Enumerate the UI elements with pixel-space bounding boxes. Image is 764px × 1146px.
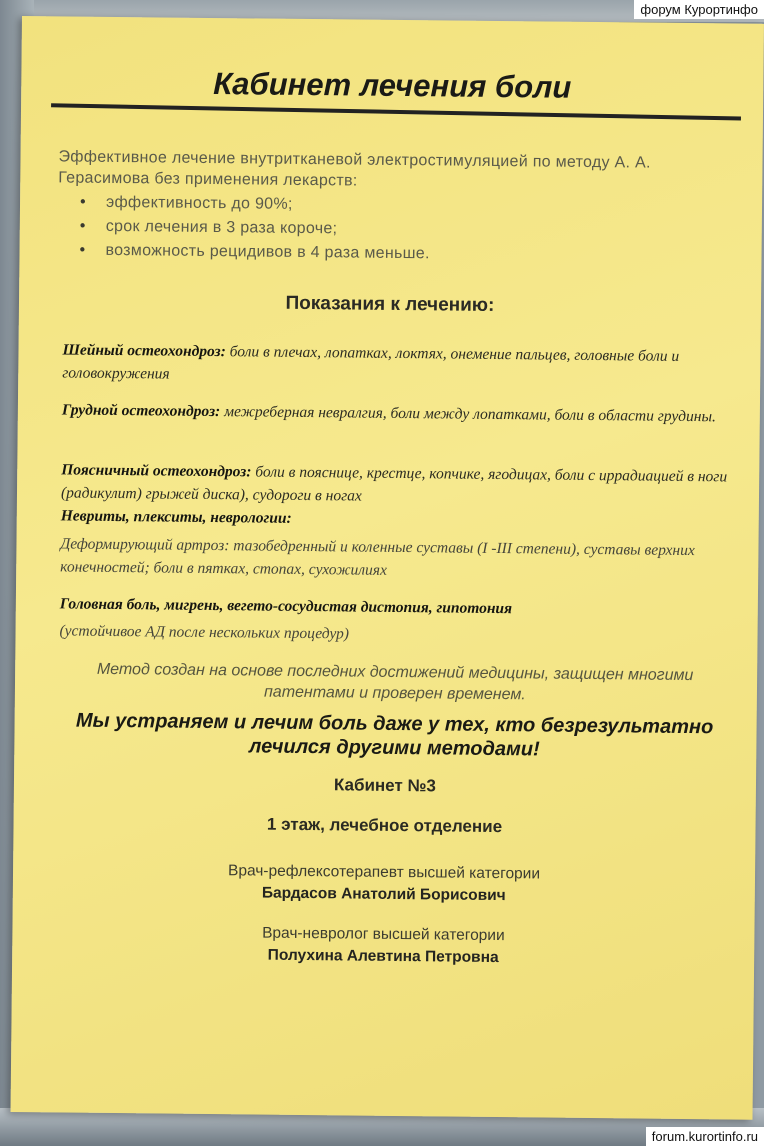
indication-arthrosis (60, 532, 740, 585)
intro-block (57, 146, 738, 269)
indication-headache-note (59, 619, 739, 649)
poster-sheet (11, 16, 764, 1120)
indication-text: Деформирующий артроз: тазобедренный и коленные суставы (I -III степени), суставы верхних конечностей; боли в пятках, стопах, сухожилиях (60, 535, 695, 579)
indication-text: боли в пояснице, крестце, копчике, ягодицах, боли с иррадиацией в ноги (радикулит) грыжей диска), судороги в ногах (60, 463, 728, 505)
indication-term: Грудной остеохондроз: (61, 401, 221, 421)
indication-lumbar (61, 458, 741, 511)
indication-thoracic (62, 398, 742, 428)
slogan: Мы устраняем и лечим боль даже у тех, кто безрезультатно лечился другими методами! (75, 709, 714, 761)
doctor-neurologist (12, 920, 754, 972)
indication-term: Головная боль, мигрень, вегето-сосудистая дистопия, гипотония (59, 595, 513, 618)
floor-location: 1 этаж, лечебное отделение (266, 814, 503, 837)
indication-headache (60, 592, 740, 622)
indication-term: Поясничный остеохондроз: (61, 461, 252, 481)
benefit-item: • эффективность до 90%; (80, 191, 738, 222)
indication-term: Невриты, плекситы, неврологии: (60, 507, 292, 527)
indication-term: Шейный остеохондроз: (62, 341, 226, 361)
benefit-item: • возможность рецидивов в 4 раза меньше. (79, 239, 737, 270)
watermark-bottom: forum.kurortinfo.ru (646, 1127, 764, 1146)
doctor-position: Врач-рефлексотерапевт высшей категории (227, 862, 541, 883)
intro-text: Эффективное лечение внутритканевой электростимуляцией по методу А. А. Герасимова без применения лекарств: (58, 148, 651, 190)
doctor-reflexotherapist (13, 858, 755, 910)
benefits-list (57, 190, 738, 269)
watermark-top: форум Курортинфо (634, 0, 764, 19)
doctor-position: Врач-невролог высшей категории (262, 924, 505, 945)
doctor-name: Полухина Алевтина Петровна (267, 946, 499, 967)
benefit-item: • срок лечения в 3 раза короче; (80, 215, 738, 246)
cabinet-number: Кабинет №3 (333, 775, 437, 796)
indication-text: межреберная невралгия, боли между лопатками, боли в области грудины. (224, 403, 716, 426)
indication-text: (устойчивое АД после нескольких процедур) (59, 622, 350, 643)
method-statement: Метод создан на основе последних достижений медицины, защищен многими патентами и проверен временем. (96, 660, 694, 704)
indication-cervical (62, 338, 742, 391)
poster-title: Кабинет лечения боли (213, 66, 572, 105)
doctor-name: Бардасов Анатолий Борисович (261, 884, 506, 905)
indications-heading: Показания к лечению: (285, 292, 495, 316)
indication-text: боли в плечах, лопатках, локтях, онемение пальцев, головные боли и головокружения (62, 343, 680, 383)
